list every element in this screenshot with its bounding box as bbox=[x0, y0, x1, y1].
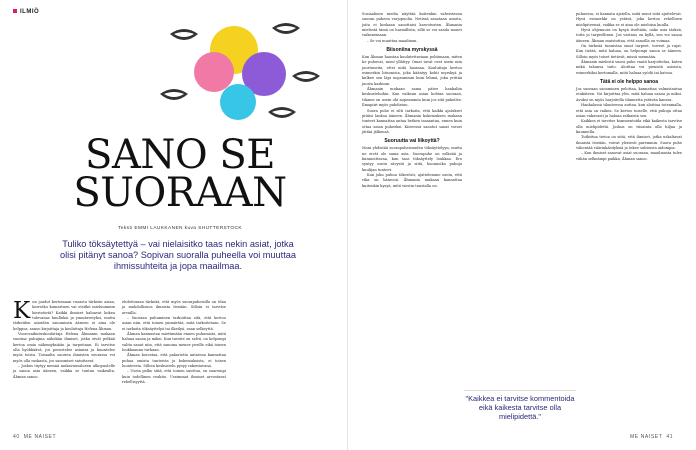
article-title bbox=[70, 132, 290, 216]
body-paragraph: – Usein pelko siitä, että toinen suuttuu, on suurempi kuin todellinen reaktio. Useimmat ihmiset arvostavat rehellisyyttä. bbox=[122, 369, 226, 385]
left-folio bbox=[13, 434, 56, 440]
body-paragraph: Kun joku puhuu tökerösti, ajattelemme usein, että vika on hänessä. Åhmanin mukaan kannattaa kuitenkin kysyä, mitä viestin taustalla on. bbox=[362, 172, 462, 188]
body-paragraph: Kun Åhman haastaa koulutettaviaan pohtimaan, miten he puhuvat, moni yllättyy. Omat tavat ovat usein niin juurtuneita, ettei niitä huomaa. Kouluttaja kertoo esimerkin biisonista, joka kääntyy kohti myrskyä ja kulkee sen läpi nopeammin kuin lehmä, joka yrittää juosta karkuun. bbox=[362, 55, 462, 86]
body-column bbox=[576, 12, 682, 162]
body-paragraph: Vuorovaikutuskouluttaja Helena Åhmanin mukaan suorina puhujina nähdään ihmiset, jotka eivät pelkää kertoa omia näkemyksiään ja tarpeitaan. Ei tarvitse olla hyökkäävä, jos perustelee asiansa ja kuuntelee myös toista. Toisaalta suorien ihmisten seurassa voi myös olla raskasta, jos sanomiset satuttavat. bbox=[13, 332, 115, 363]
section-tag bbox=[13, 9, 39, 15]
subheading: Biisoniina myrskyssä bbox=[386, 47, 438, 54]
right-page bbox=[348, 0, 696, 450]
body-paragraph: Åhmanin mielestä suora puhe vaatii harjoittelua, kuten mikä tahansa taito. Aloittaa voi pienistä asioista, esimerkiksi kertomalla, mitä haluaa syödä tai katsoa. bbox=[576, 60, 682, 75]
body-paragraph: Suora puhe ei silti tarkoita, että kaikki ajatukset pitäisi laukoa ääneen. Åhmanin kokemuksen mukaan tunteet kannattaa antaa hetken tasaantua, ennen kuin ottaa asian puheeksi. Kiireessä sanotut sanat voivat jättää jälkensä. bbox=[362, 108, 462, 134]
mouth-icon bbox=[292, 71, 320, 82]
body-column bbox=[362, 12, 462, 189]
mouth-icon bbox=[160, 89, 188, 100]
drop-cap: K bbox=[13, 298, 31, 324]
body-paragraph: Hankalassa tilanteessa auttaa, kun aloittaa toteamalla, että asia on vaikea. Se kertoo toiselle, että puhuja ottaa asian vakavasti ja haluaa ratkaista sen. bbox=[576, 103, 682, 118]
body-paragraph: – Suoraan puhuminen tarkoittaa sitä, että kertoo asian niin, että toinen ymmärtää, mitä tarkoitetaan. Se ei tarkoita töksäyttelyä tai ilkeilyä, vaan selkeyttä. bbox=[122, 316, 226, 331]
body-paragraph: – Se voi muuttaa maailman. bbox=[367, 38, 418, 43]
body-column bbox=[13, 300, 115, 380]
magazine-name: ME NAISET bbox=[630, 434, 663, 440]
subheading: Suoruutta vai liikoyttä? bbox=[384, 138, 440, 145]
pull-quote bbox=[464, 390, 576, 427]
body-paragraph: – Kun ihmiset sanovat asiat suoraan, maailmasta tulee vähän selkeämpi paikka, Åhman sanoo. bbox=[576, 151, 682, 161]
body-paragraph: Kaikkea ei tarvitse kommentoida eikä kaikesta tarvitse olla mielipidettä. Joskus on viisainta olla hiljaa ja kuunnella. bbox=[576, 119, 682, 134]
body-paragraph: Hyvä ohjenuora on kysyä itseltään, onko asia tärkeä, totta ja tarpeellinen. Jos vastaus on kyllä, sen voi sanoa ääneen. Åhman muistuttaa, että sanoilla on voimaa. bbox=[576, 28, 682, 43]
mouth-icon bbox=[268, 107, 296, 118]
body-paragraph: Kun joudut kertomaan ruoasta tärkeän asian, kerrotko kumartuen vai etsitkö mieluummin kiertotietä? Kaikki ihmiset haluavat kokea tulevansa kuulluksi ja ymmärretyksi, mutta tärkeiden asioiden sanominen ääneen ei aina ole helppoa, sanoo kirjoittaja ja kouluttaja Helena Åhman. bbox=[13, 298, 115, 331]
body-paragraph: Sosiaalinen media näyttää kuitenkin vahvistavan suoran puheen varjopuolia. Netissä sanotaan asioita, joita ei koskaan sanottaisi kasvotusten. Åhmanin mielestä tämä on harmillista, sillä se voi saada monet vaikenemaan. bbox=[362, 12, 462, 38]
mouth-icon bbox=[272, 23, 300, 34]
title-line: SUORAAN bbox=[73, 170, 287, 216]
lead-paragraph: Tuliko töksäytettyä – vai nielaisitko taas nekin asiat, jotka olisi pitänyt sanoa? Sopivan suoralla puheella voi muuttaa ihmissuhteita ja jopa maailmaa. bbox=[60, 239, 296, 272]
pink-bubble bbox=[194, 52, 234, 92]
byline: Teksti EMMI LAUKKANEN kuva SHUTTERSTOCK bbox=[118, 226, 242, 231]
magazine-name: ME NAISET bbox=[23, 434, 57, 440]
body-paragraph: Tutkittua tietoa on siitä, että ihmiset, jotka uskaltavat ilmaista itseään, voivat yleisesti paremmin. Suora puhe vähentää väärinkäsityksiä ja tekee suhteista aidompia. bbox=[576, 135, 682, 150]
title-line: SANO SE bbox=[85, 132, 275, 178]
cyan-bubble bbox=[220, 84, 256, 120]
body-paragraph: Moni yhdistää suorapuheisuuden töksäyttelyyn, mutta ne eivät ole sama asia. Suorapuhe on selkeää ja kunnioittavaa, kun taas töksäyttely loukkaa. Ero syntyy usein sävystä ja siitä, huomioiko puhuja kuulijan tunteet. bbox=[362, 146, 462, 172]
body-paragraph: Jos suoraan sanominen pelottaa, kannattaa valmistautua etukäteen. Voi kirjoittaa ylös, mitä haluaa sanoa ja miksi. Avuksi on myös harjoitella tilannetta ystävän kanssa. bbox=[576, 87, 682, 102]
body-paragraph: Åhman korostaa, että palautetta antaessa kannattaa puhua omista tunteista ja kokemuksista, ei toisen luonteesta. Silloin keskustelu pysyy rakentavana. bbox=[122, 353, 226, 369]
lips-speech-bubbles-illustration bbox=[152, 12, 332, 132]
body-paragraph: Åhmanin mukaan sama pätee hankaliin keskusteluihin. Kun vaikean asian kohtaa suoraan, tilanne on usein ohi nopeammin kuin jos sitä pakoilee. Ilmapiiri myös puhdistuu. bbox=[362, 87, 462, 108]
pull-quote-text: "Kaikkea ei tarvitse kommentoida eikä kaikesta tarvitse olla mielipidettä." bbox=[465, 394, 575, 421]
mouth-icon bbox=[170, 29, 198, 40]
page-number: 41 bbox=[666, 434, 674, 440]
body-paragraph: ehdottoman tärkeää, että myös suorapuheisilla on tilaa ja mahdollisuus ilmaista itseään. Silloin ei tarvitse arvailla. bbox=[122, 300, 226, 315]
body-column bbox=[122, 300, 226, 386]
body-paragraph: Åhman kannustaa miettimään ennen puhumista, mitä haluaa sanoa ja miksi. Kun tavoite on selvä, on helpompi valita sanat niin, että sanoma menee perille eikä toinen loukkaannu turhaan. bbox=[122, 332, 226, 353]
subheading: Tätä ei ole helppo sanoa bbox=[599, 79, 659, 86]
right-folio bbox=[630, 434, 673, 440]
accent-square-icon bbox=[13, 9, 17, 13]
section-label: ILMIÖ bbox=[20, 9, 40, 15]
body-paragraph: On tärkeää tunnistaa omat tarpeet, toiveet ja rajat. Kun tietää, mitä haluaa, on helpompi sanoa se ääneen. Silloin myös toiset tietävät, missä mennään. bbox=[576, 44, 682, 59]
page-number: 40 bbox=[13, 434, 20, 440]
body-paragraph: puhuessa, ei kannata ajatella, mitä muut siitä ajattelevat. Hyvä esimerkki on ystävä, joka kertoo rehellisen mielipiteensä, vaikka se ei aina ole mieluisa kuulla. bbox=[576, 12, 682, 27]
body-paragraph: – Joskus täytyy mennä mukavuusalueen ulkopuolelle ja sanoa asia ääneen, vaikka se tuntuu vaikealta, Åhman sanoo. bbox=[13, 364, 115, 379]
